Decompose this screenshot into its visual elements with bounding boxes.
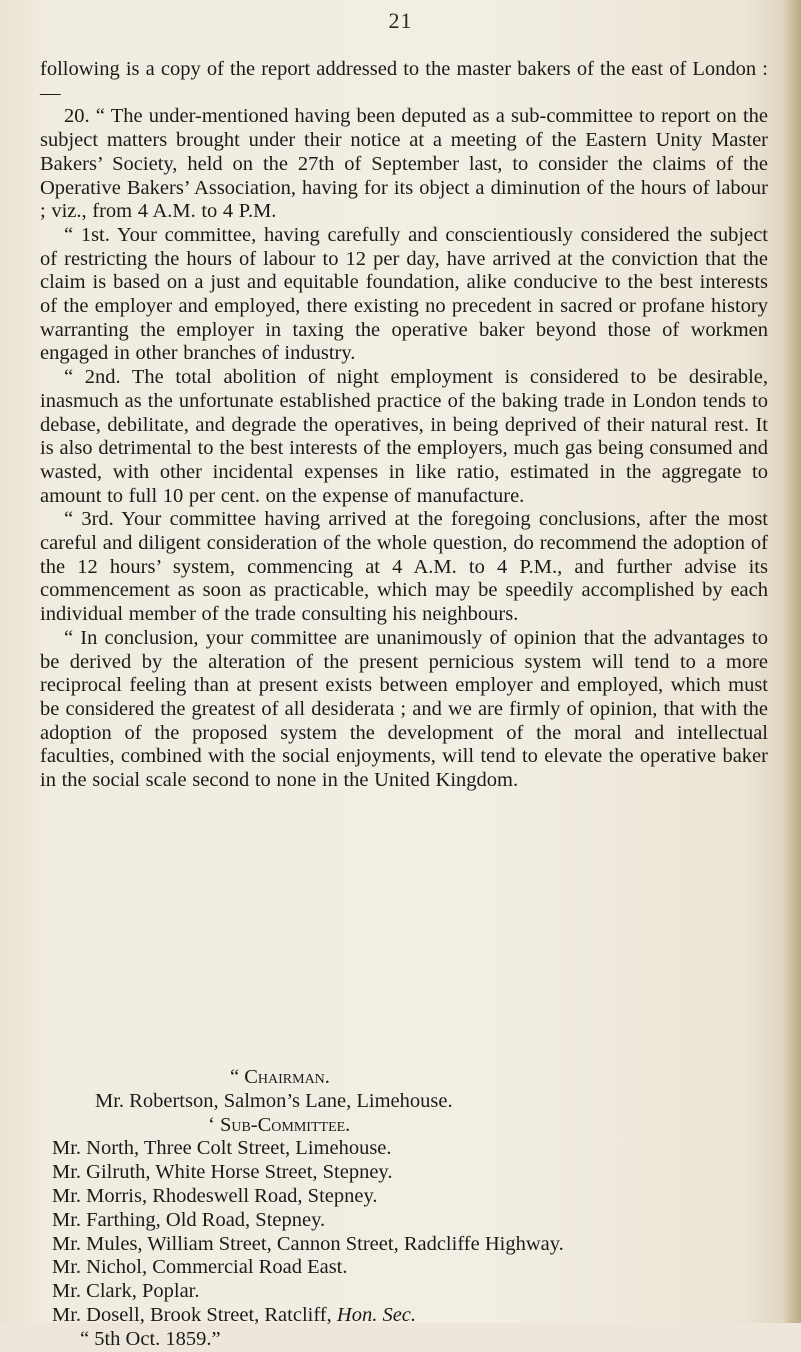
- page-number: 21: [388, 8, 413, 33]
- page-edge-shadow: [783, 0, 801, 1323]
- report-date: “ 5th Oct. 1859.”: [80, 1327, 221, 1350]
- paragraph-third: “ 3rd. Your committee having arrived at the foregoing conclusions, after the most careful and diligent consideration of the whole question, do recommend the adoption of the 12 hours’ system, commencing at 4 A.M. to 4 P.M., and further advise its commencement as soon as practicable, which may be speedily accomplished by each individual member of the trade consulting his neighbours.: [40, 508, 768, 626]
- paragraph-second: “ 2nd. The total abolition of night employment is considered to be desirable, inasmuch as the unfortunate established practice of the baking trade in London tends to debase, debilitate, and degrade the operatives, in being deprived of their natural rest. It is also detrimental to the best interests of the employers, much gas being consumed and wasted, with other incidental expenses in like ratio, estimated in the aggregate to amount to full 10 per cent. on the expense of manufacture.: [40, 366, 768, 507]
- member-line: Mr. Nichol, Commercial Road East.: [52, 1256, 348, 1279]
- signature-block: [40, 1066, 768, 1352]
- member-line: Mr. Morris, Rhodeswell Road, Stepney.: [52, 1184, 378, 1207]
- member-line: Mr. Mules, William Street, Cannon Street, Radcliffe Highway.: [52, 1232, 564, 1255]
- member-line: Mr. Clark, Poplar.: [52, 1280, 200, 1303]
- secretary-name: Mr. Dosell, Brook Street, Ratcliff,: [52, 1303, 332, 1326]
- secretary-title: Hon. Sec.: [336, 1303, 417, 1326]
- paragraph-20: 20. “ The under-mentioned having been deputed as a sub-committee to report on the subject matters brought under their notice at a meeting of the Eastern Unity Master Bakers’ Society, held on the 27th of September last, to consider the claims of the Operative Bakers’ Association, having for its object a diminution of the hours of labour ; viz., from 4 A.M. to 4 P.M.: [40, 105, 768, 223]
- subcommittee-heading: ‘ Sub-Committee.: [208, 1113, 351, 1136]
- intro-paragraph: following is a copy of the report addressed to the master bakers of the east of London :—: [40, 58, 768, 104]
- member-line: Mr. Gilruth, White Horse Street, Stepney.: [52, 1161, 393, 1184]
- member-line: Mr. Farthing, Old Road, Stepney.: [52, 1208, 326, 1231]
- paragraph-first: “ 1st. Your committee, having carefully and conscientiously considered the subject of restricting the hours of labour to 12 per day, have arrived at the conviction that the claim is based on a just and equitable foundation, alike conducive to the best interests of the employer and employed, there existing no precedent in sacred or profane history warranting the employer in taxing the operative baker beyond those of workmen engaged in other branches of industry.: [40, 223, 768, 365]
- paragraph-conclusion: “ In conclusion, your committee are unanimously of opinion that the advantages to be derived by the alteration of the present pernicious system will tend to a more reciprocal feeling than at present exists between employer and employed, which must be considered the greatest of all desiderata ; and we are firmly of opinion, that with the adoption of the proposed system the development of the moral and intellectual faculties, combined with the social enjoyments, will tend to elevate the operative baker in the social scale second to none in the United Kingdom.: [40, 626, 768, 792]
- chairman-name: Mr. Robertson, Salmon’s Lane, Limehouse.: [95, 1089, 453, 1112]
- member-line: Mr. North, Three Colt Street, Limehouse.: [52, 1137, 392, 1160]
- chairman-heading: “ Chairman.: [230, 1066, 330, 1088]
- report-body: [40, 58, 768, 793]
- secretary-line: [40, 1304, 768, 1328]
